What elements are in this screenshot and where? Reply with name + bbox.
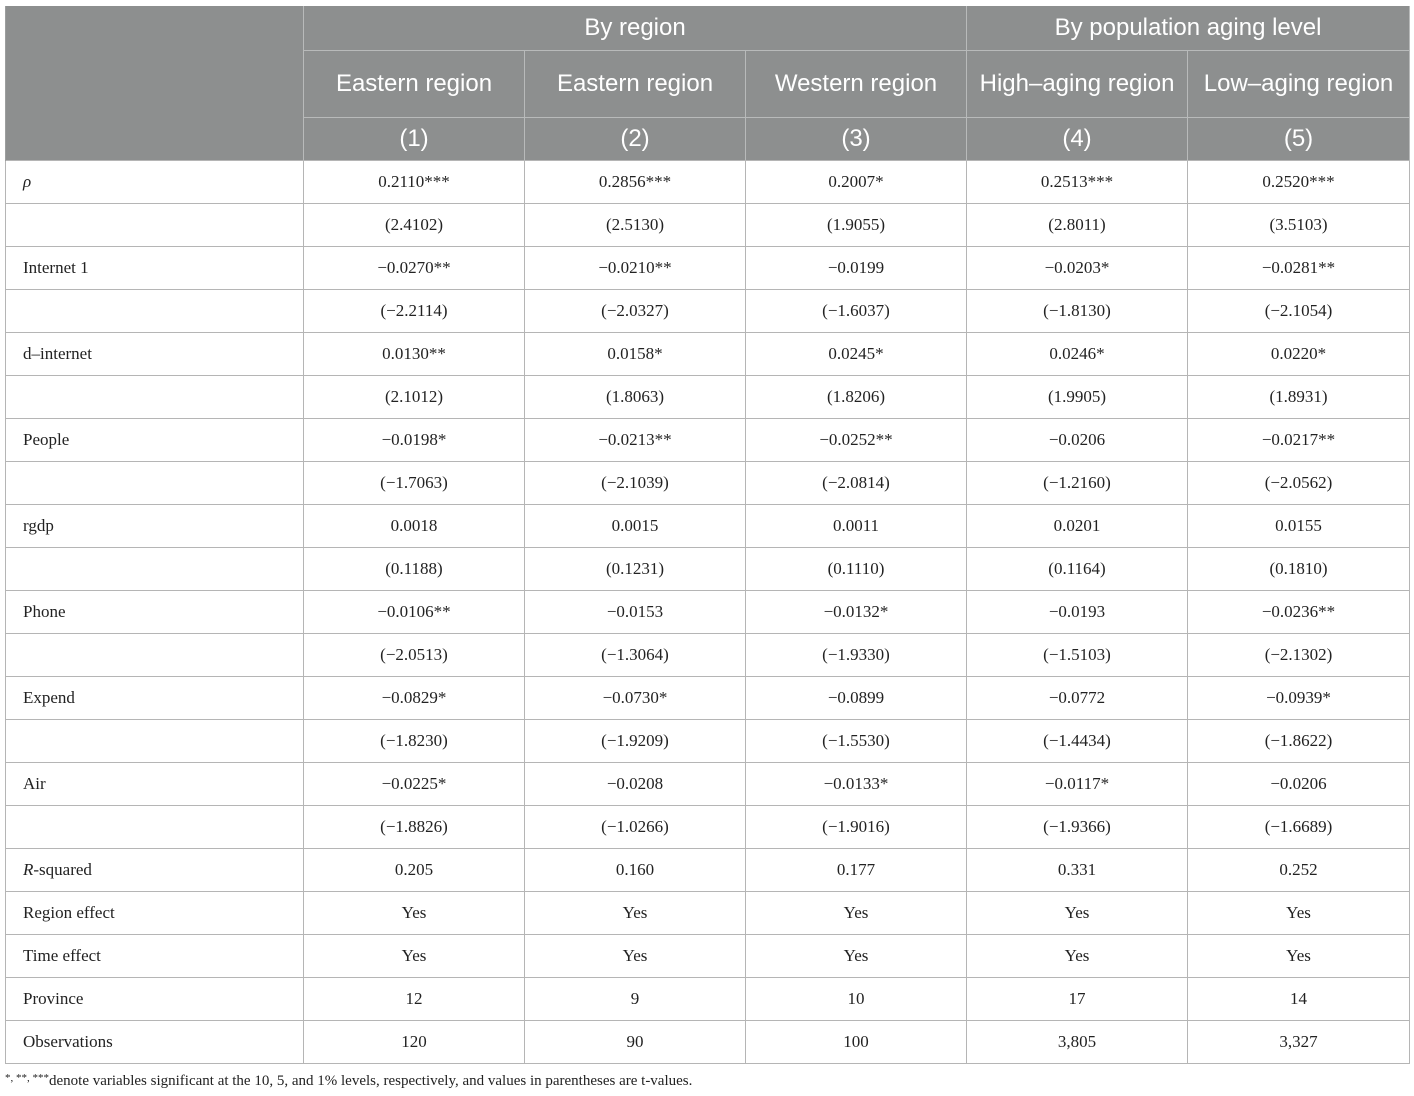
row-label [6,720,304,763]
table-cell: 12 [304,978,525,1021]
table-cell: (0.1110) [746,548,967,591]
row-label: Phone [6,591,304,634]
table-cell: (−1.0266) [525,806,746,849]
row-label [6,548,304,591]
column-number-3: (3) [746,118,967,161]
table-cell: −0.0939* [1188,677,1410,720]
header-group-by-region: By region [304,6,967,51]
table-cell: Yes [746,892,967,935]
table-cell: 0.2856*** [525,161,746,204]
table-cell: 0.0158* [525,333,746,376]
table-cell: 0.2520*** [1188,161,1410,204]
table-body [6,161,1410,1064]
column-number-1: (1) [304,118,525,161]
header-group-by-aging: By population aging level [967,6,1410,51]
table-cell: −0.0270** [304,247,525,290]
table-row [6,677,1410,720]
table-cell: (−2.1054) [1188,290,1410,333]
table-cell: −0.0210** [525,247,746,290]
row-label: Province [6,978,304,1021]
table-row [6,247,1410,290]
table-cell: (0.1810) [1188,548,1410,591]
table-cell: (−2.0814) [746,462,967,505]
table-row [6,591,1410,634]
table-cell: Yes [746,935,967,978]
table-cell: −0.0117* [967,763,1188,806]
table-cell: 0.252 [1188,849,1410,892]
table-cell: 0.2007* [746,161,967,204]
row-label: Observations [6,1021,304,1064]
table-cell: (−2.0327) [525,290,746,333]
table-cell: 0.0011 [746,505,967,548]
table-cell: (−1.8130) [967,290,1188,333]
table-cell: −0.0133* [746,763,967,806]
table-cell: (−1.9330) [746,634,967,677]
table-cell: (−1.9209) [525,720,746,763]
table-row-tvalues [6,290,1410,333]
table-cell: (−1.5103) [967,634,1188,677]
table-cell: −0.0153 [525,591,746,634]
table-cell: 17 [967,978,1188,1021]
table-row-tvalues [6,548,1410,591]
table-cell: Yes [304,892,525,935]
table-cell: 90 [525,1021,746,1064]
column-header-3: Western region [746,51,967,118]
row-label: Expend [6,677,304,720]
table-cell: −0.0730* [525,677,746,720]
row-label [6,290,304,333]
table-row-tvalues [6,720,1410,763]
table-cell: −0.0281** [1188,247,1410,290]
column-number-4: (4) [967,118,1188,161]
table-cell: Yes [1188,935,1410,978]
table-cell: (−1.8230) [304,720,525,763]
table-cell: 0.0015 [525,505,746,548]
table-row [6,978,1410,1021]
table-cell: (−1.2160) [967,462,1188,505]
table-cell: −0.0236** [1188,591,1410,634]
table-cell: (−1.9016) [746,806,967,849]
table-cell: (2.8011) [967,204,1188,247]
table-cell: Yes [967,892,1188,935]
footnote-text: denote variables significant at the 10, 5, and 1% levels, respectively, and values in parentheses are t-values. [49,1073,693,1089]
table-cell: 0.0245* [746,333,967,376]
column-header-1: Eastern region [304,51,525,118]
table-cell: Yes [304,935,525,978]
row-label [6,161,304,204]
table-cell: 0.0130** [304,333,525,376]
row-label [6,634,304,677]
table-cell: (−1.4434) [967,720,1188,763]
row-label: Air [6,763,304,806]
table-cell: 0.0201 [967,505,1188,548]
table-cell: (2.4102) [304,204,525,247]
table-cell: (1.8063) [525,376,746,419]
table-cell: −0.0199 [746,247,967,290]
table-row [6,935,1410,978]
table-cell: (−1.7063) [304,462,525,505]
table-cell: 0.0018 [304,505,525,548]
table-cell: (2.1012) [304,376,525,419]
table-cell: 0.2110*** [304,161,525,204]
table-cell: Yes [967,935,1188,978]
table-cell: (1.9055) [746,204,967,247]
table-cell: 0.0220* [1188,333,1410,376]
header-corner-cell [6,6,304,161]
table-cell: −0.0193 [967,591,1188,634]
table-cell: 0.177 [746,849,967,892]
table-cell: 0.160 [525,849,746,892]
row-label: Region effect [6,892,304,935]
table-cell: −0.0206 [1188,763,1410,806]
table-cell: Yes [525,935,746,978]
table-cell: (−2.2114) [304,290,525,333]
row-label [6,204,304,247]
table-cell: 3,327 [1188,1021,1410,1064]
table-row [6,333,1410,376]
row-label [6,376,304,419]
table-cell: 0.331 [967,849,1188,892]
table-row-tvalues [6,462,1410,505]
table-cell: −0.0772 [967,677,1188,720]
table-cell: −0.0213** [525,419,746,462]
table-cell: 10 [746,978,967,1021]
r-letter: R [23,860,34,879]
row-label: rgdp [6,505,304,548]
table-row [6,1021,1410,1064]
table-cell: 14 [1188,978,1410,1021]
table-cell: 0.205 [304,849,525,892]
table-cell: (−1.6037) [746,290,967,333]
table-cell: −0.0206 [967,419,1188,462]
table-cell: 0.2513*** [967,161,1188,204]
table-row [6,763,1410,806]
table-header [6,6,1410,161]
table-row-tvalues [6,634,1410,677]
table-cell: Yes [525,892,746,935]
table-cell: −0.0225* [304,763,525,806]
row-label: R-squared [6,849,304,892]
rho-symbol: ρ [23,172,32,191]
table-cell: (3.5103) [1188,204,1410,247]
row-label: People [6,419,304,462]
table-cell: (−1.8826) [304,806,525,849]
column-number-2: (2) [525,118,746,161]
table-row [6,505,1410,548]
table-row [6,892,1410,935]
row-label [6,462,304,505]
table-cell: (−1.3064) [525,634,746,677]
table-row [6,849,1410,892]
table-cell: −0.0899 [746,677,967,720]
regression-results-table [5,6,1410,1064]
column-header-2: Eastern region [525,51,746,118]
table-cell: −0.0208 [525,763,746,806]
table-cell: (0.1188) [304,548,525,591]
table-cell: 0.0246* [967,333,1188,376]
table-row [6,419,1410,462]
row-label: Internet 1 [6,247,304,290]
table-cell: (−2.1302) [1188,634,1410,677]
table-cell: (−2.0562) [1188,462,1410,505]
row-label [6,806,304,849]
column-number-5: (5) [1188,118,1410,161]
table-row-tvalues [6,204,1410,247]
table-cell: (2.5130) [525,204,746,247]
row-label: d–internet [6,333,304,376]
table-row-tvalues [6,806,1410,849]
table-cell: −0.0132* [746,591,967,634]
table-cell: (1.8206) [746,376,967,419]
table-row-tvalues [6,376,1410,419]
table-cell: 3,805 [967,1021,1188,1064]
table-cell: 9 [525,978,746,1021]
table-cell: −0.0252** [746,419,967,462]
table-cell: −0.0106** [304,591,525,634]
table-cell: (−1.9366) [967,806,1188,849]
table-cell: (−2.1039) [525,462,746,505]
table-cell: (−1.6689) [1188,806,1410,849]
table-cell: −0.0198* [304,419,525,462]
table-cell: (−1.8622) [1188,720,1410,763]
table-cell: (1.8931) [1188,376,1410,419]
table-cell: −0.0203* [967,247,1188,290]
row-label: Time effect [6,935,304,978]
table-cell: −0.0829* [304,677,525,720]
table-cell: (1.9905) [967,376,1188,419]
table-cell: (−1.5530) [746,720,967,763]
table-cell: Yes [1188,892,1410,935]
table-cell: (−2.0513) [304,634,525,677]
table-cell: −0.0217** [1188,419,1410,462]
table-cell: (0.1231) [525,548,746,591]
table-cell: (0.1164) [967,548,1188,591]
table-footnote [5,1072,692,1090]
footnote-stars: *, **, *** [5,1072,49,1084]
table-cell: 120 [304,1021,525,1064]
table-row [6,161,1410,204]
column-header-4: High–aging region [967,51,1188,118]
table-cell: 0.0155 [1188,505,1410,548]
column-header-5: Low–aging region [1188,51,1410,118]
table-cell: 100 [746,1021,967,1064]
